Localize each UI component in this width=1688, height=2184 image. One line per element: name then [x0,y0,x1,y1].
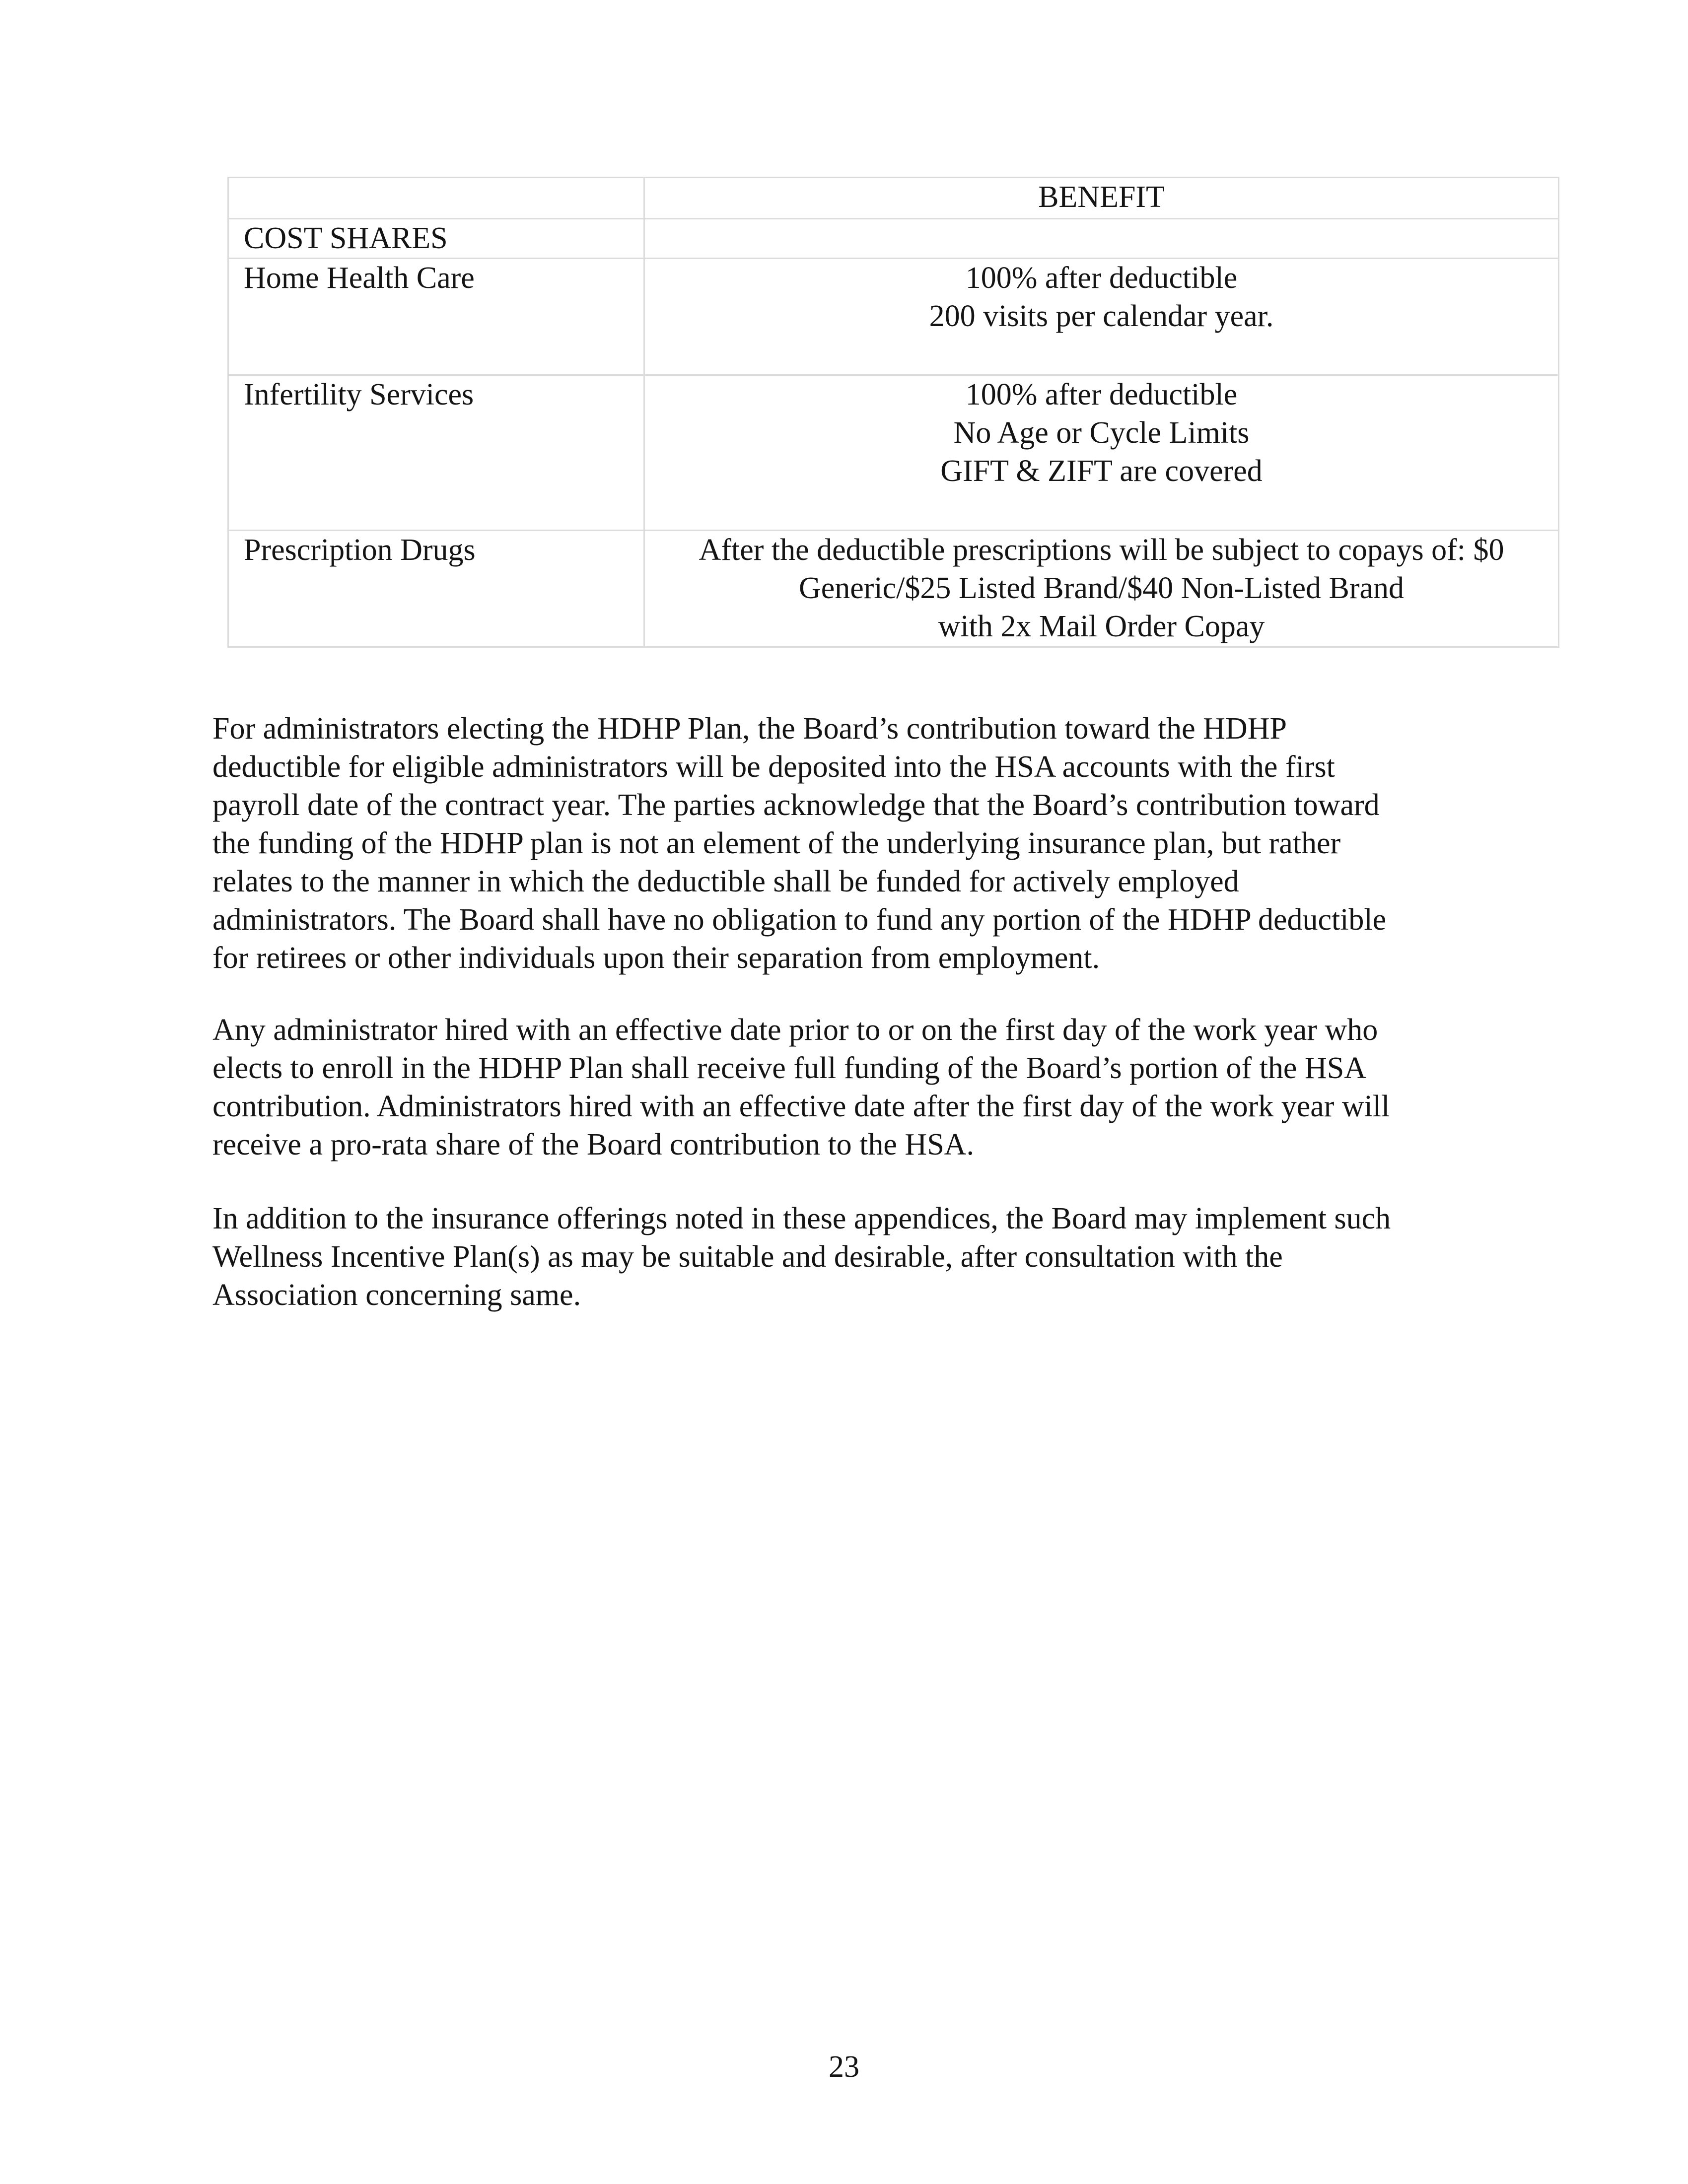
table-row [228,375,1559,531]
paragraph-line: deductible for eligible administrators will be deposited into the HSA accounts with the first [212,750,1335,784]
table-subheader-empty-cell [644,219,1559,259]
table-header-row [228,178,1559,219]
benefit-line: with 2x Mail Order Copay [938,610,1265,643]
paragraph-line: the funding of the HDHP plan is not an element of the underlying insurance plan, but rather [212,826,1341,860]
table-row [228,531,1559,647]
benefit-line: 100% after deductible [965,261,1238,295]
paragraph-wellness-plan [212,1200,1503,1314]
table-header-empty-cell [228,178,644,219]
paragraph-line: receive a pro-rata share of the Board contribution to the HSA. [212,1128,974,1161]
benefit-line: 200 visits per calendar year. [929,299,1274,333]
benefit-line: Generic/$25 Listed Brand/$40 Non-Listed Brand [798,571,1405,605]
table-subheader-row [228,219,1559,259]
row-label: Prescription Drugs [228,531,644,647]
paragraph-line: contribution. Administrators hired with an effective date after the first day of the work year will [212,1090,1390,1123]
benefit-line: GIFT & ZIFT are covered [940,454,1263,488]
row-benefit [644,375,1559,531]
paragraph-line: for retirees or other individuals upon their separation from employment. [212,941,1100,975]
row-benefit [644,531,1559,647]
paragraph-hire-date-funding [212,1011,1503,1164]
benefit-line: No Age or Cycle Limits [953,416,1250,450]
row-label: Infertility Services [228,375,644,531]
benefit-line: After the deductible prescriptions will be subject to copays of: $0 [699,533,1504,567]
paragraph-line: payroll date of the contract year. The parties acknowledge that the Board’s contribution toward [212,788,1380,822]
table-row [228,259,1559,375]
paragraph-line: Any administrator hired with an effective date prior to or on the first day of the work year who [212,1013,1378,1047]
paragraph-line: In addition to the insurance offerings noted in these appendices, the Board may implement such [212,1202,1391,1235]
paragraph-line: For administrators electing the HDHP Plan, the Board’s contribution toward the HDHP [212,712,1287,746]
paragraph-line: Association concerning same. [212,1278,581,1312]
paragraph-line: administrators. The Board shall have no obligation to fund any portion of the HDHP deductible [212,903,1387,937]
paragraph-line: relates to the manner in which the deductible shall be funded for actively employed [212,865,1239,898]
header-benefit: BENEFIT [644,178,1559,219]
header-cost-shares: COST SHARES [228,219,644,259]
benefit-line: 100% after deductible [965,378,1238,411]
cost-shares-table [227,177,1559,648]
paragraph-hsa-contribution [212,710,1503,977]
page-number: 23 [829,2050,859,2084]
row-label: Home Health Care [228,259,644,375]
row-benefit [644,259,1559,375]
paragraph-line: elects to enroll in the HDHP Plan shall receive full funding of the Board’s portion of the HSA [212,1051,1366,1085]
paragraph-line: Wellness Incentive Plan(s) as may be suitable and desirable, after consultation with the [212,1240,1283,1274]
